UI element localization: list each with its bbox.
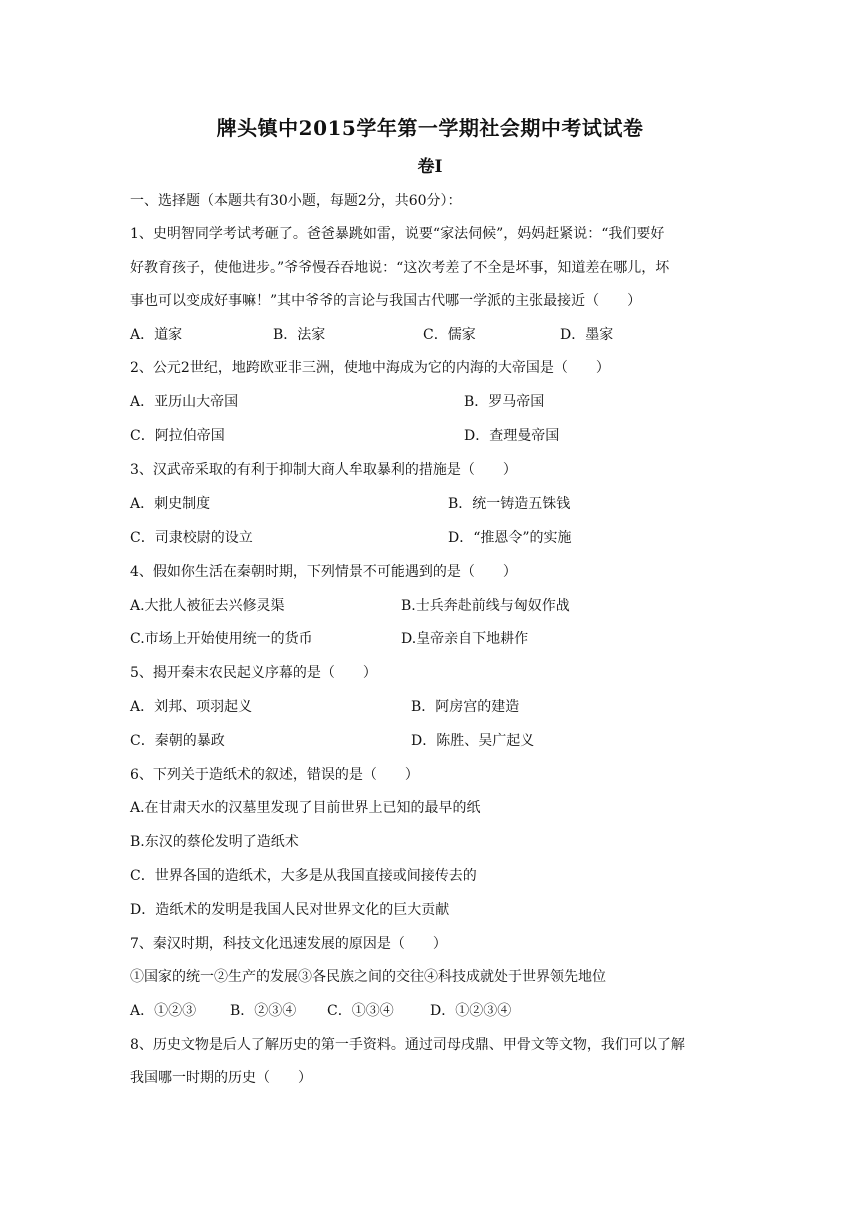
option-d: D．墨家 <box>560 327 614 343</box>
question-1-line-3: 事也可以变成好事嘛！”其中爷爷的言论与我国古代哪一学派的主张最接近（ ） <box>130 293 642 309</box>
question-6-option-a: A.在甘肃天水的汉墓里发现了目前世界上已知的最早的纸 <box>130 800 481 816</box>
option-b: B．罗马帝国 <box>464 394 545 410</box>
exam-title: 牌头镇中2015学年第一学期社会期中考试试卷 <box>216 116 644 140</box>
option-c: C．司隶校尉的设立 <box>130 530 253 546</box>
option-c: C．儒家 <box>423 327 476 343</box>
question-7-detail: ①国家的统一②生产的发展③各民族之间的交往④科技成就处于世界领先地位 <box>130 969 606 985</box>
option-a: A．①②③ <box>130 1003 197 1019</box>
option-c: C.市场上开始使用统一的货币 <box>130 631 313 647</box>
option-a: A．亚历山大帝国 <box>130 394 239 410</box>
option-a: A.大批人被征去兴修灵渠 <box>130 598 285 614</box>
option-c: C．秦朝的暴政 <box>130 733 225 749</box>
option-a: A．刺史制度 <box>130 496 211 512</box>
question-1-line-2: 好教育孩子，使他进步。”爷爷慢吞吞地说：“这次考差了不全是坏事，知道差在哪儿，坏 <box>130 260 670 276</box>
option-d: D．查理曼帝国 <box>464 428 560 444</box>
question-1-line-1: 1、史明智同学考试考砸了。爸爸暴跳如雷，说要“家法伺候”，妈妈赶紧说：“我们要好 <box>130 226 665 242</box>
option-d: D．“推恩令”的实施 <box>448 530 572 546</box>
question-6-option-b: B.东汉的蔡伦发明了造纸术 <box>130 834 299 850</box>
option-c: C．阿拉伯帝国 <box>130 428 225 444</box>
option-d: D．①②③④ <box>430 1003 512 1019</box>
section-heading: 一、选择题（本题共有30小题，每题2分，共60分）： <box>130 193 462 209</box>
question-6-stem: 6、下列关于造纸术的叙述，错误的是（ ） <box>130 767 419 783</box>
question-8-line-2: 我国哪一时期的历史（ ） <box>130 1070 312 1086</box>
option-b: B.士兵奔赴前线与匈奴作战 <box>401 598 570 614</box>
option-b: B．阿房宫的建造 <box>411 699 520 715</box>
option-d: D．陈胜、吴广起义 <box>411 733 535 749</box>
question-8-line-1: 8、历史文物是后人了解历史的第一手资料。通过司母戌鼎、甲骨文等文物，我们可以了解 <box>130 1037 685 1053</box>
question-5-stem: 5、揭开秦末农民起义序幕的是（ ） <box>130 665 377 681</box>
question-3-stem: 3、汉武帝采取的有利于抑制大商人牟取暴利的措施是（ ） <box>130 462 517 478</box>
question-6-option-c: C．世界各国的造纸术，大多是从我国直接或间接传去的 <box>130 868 477 884</box>
option-c: C．①③④ <box>327 1003 394 1019</box>
question-4-stem: 4、假如你生活在秦朝时期，下列情景不可能遇到的是（ ） <box>130 564 517 580</box>
question-2-stem: 2、公元2世纪，地跨欧亚非三洲，使地中海成为它的内海的大帝国是（ ） <box>130 360 610 376</box>
option-b: B．统一铸造五铢钱 <box>448 496 571 512</box>
exam-part-label: 卷Ⅰ <box>417 157 443 177</box>
option-a: A．刘邦、项羽起义 <box>130 699 253 715</box>
option-d: D.皇帝亲自下地耕作 <box>401 631 529 647</box>
option-a: A．道家 <box>130 327 183 343</box>
option-b: B．法家 <box>273 327 326 343</box>
question-6-option-d: D．造纸术的发明是我国人民对世界文化的巨大贡献 <box>130 902 450 918</box>
question-7-stem: 7、秦汉时期，科技文化迅速发展的原因是（ ） <box>130 936 447 952</box>
option-b: B．②③④ <box>230 1003 297 1019</box>
